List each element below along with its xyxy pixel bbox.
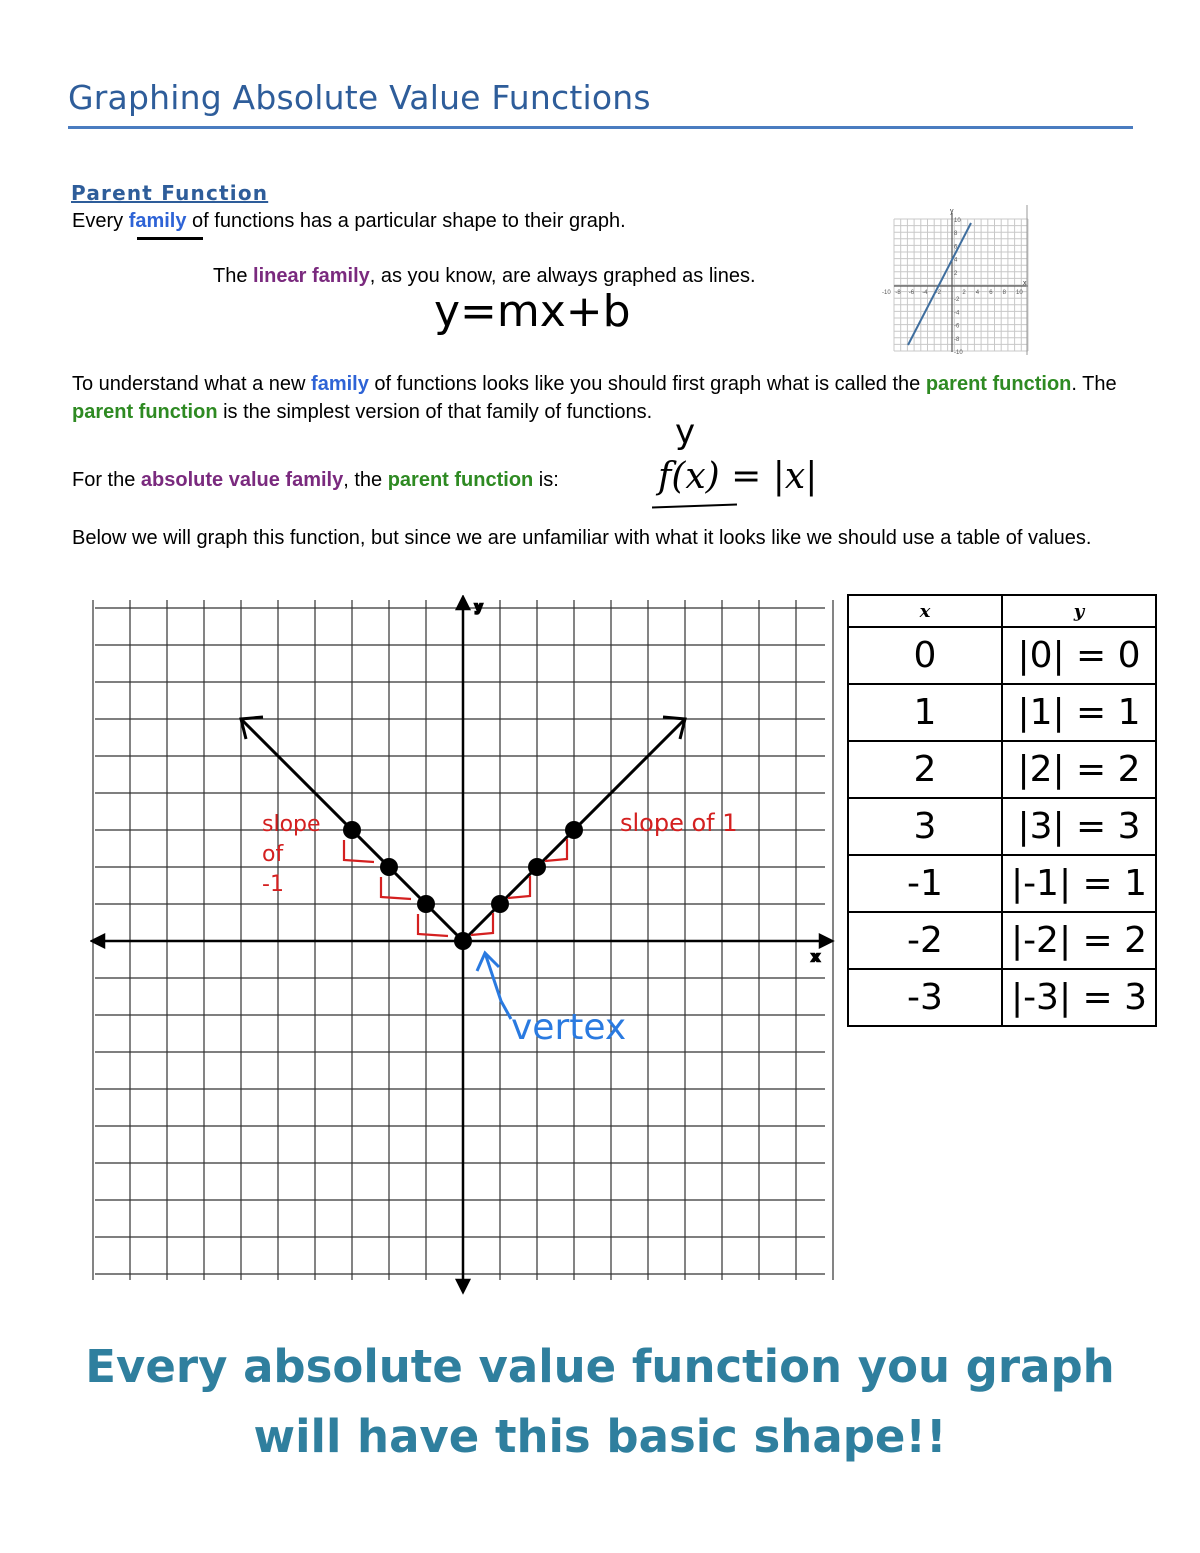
mini-y-tick: -10 — [954, 350, 963, 355]
slope-label-left: of — [262, 842, 284, 867]
paragraph-linear: The linear family, as you know, are always graphed as lines. — [213, 265, 756, 287]
table-cell: |1| = 1 — [1002, 684, 1156, 741]
table-row — [848, 684, 1156, 741]
data-point — [343, 821, 361, 839]
values-table — [847, 594, 1157, 1027]
title-rule — [68, 126, 1133, 129]
y-axis-arrow — [457, 597, 469, 609]
data-point — [565, 821, 583, 839]
mini-y-tick: 8 — [954, 231, 958, 238]
slope-label-left: -1 — [262, 872, 284, 897]
paragraph-table-intro: Below we will graph this function, but since we are unfamiliar with what it looks like we should use a table of values. — [72, 527, 1092, 549]
table-header-x: x — [848, 595, 1002, 627]
table-cell: 1 — [848, 684, 1002, 741]
paragraph-absolute: For the absolute value family, the parent function is: — [72, 469, 559, 491]
table-cell: |2| = 2 — [1002, 741, 1156, 798]
handwritten-y: y — [675, 412, 696, 452]
table-cell: |-1| = 1 — [1002, 855, 1156, 912]
mini-y-tick: 6 — [954, 244, 958, 251]
table-cell: -1 — [848, 855, 1002, 912]
table-cell: -2 — [848, 912, 1002, 969]
table-row — [848, 741, 1156, 798]
y-axis-arrow — [457, 1280, 469, 1292]
mini-y-tick: -6 — [954, 323, 960, 330]
slope-label-left: slope — [262, 812, 321, 837]
mini-y-tick: 10 — [954, 218, 961, 224]
linear-mini-graph — [882, 205, 1032, 355]
mini-x-tick: -10 — [882, 290, 891, 296]
hand-underline — [137, 237, 203, 240]
slope-arrow — [381, 877, 411, 899]
table-cell: |0| = 0 — [1002, 627, 1156, 684]
slope-label-right: slope of 1 — [620, 809, 738, 837]
mini-x-tick: 8 — [1002, 290, 1006, 296]
mini-x-tick: 2 — [962, 290, 966, 296]
mini-x-tick: 10 — [1016, 290, 1023, 296]
x-axis-arrow — [92, 935, 104, 947]
table-header-y: y — [1002, 595, 1156, 627]
mini-line — [908, 223, 971, 345]
table-cell: 0 — [848, 627, 1002, 684]
footer-line-1: Every absolute value function you graph — [85, 1340, 1115, 1393]
mini-ylabel: y — [950, 208, 954, 215]
mini-x-tick: -8 — [895, 290, 901, 296]
mini-x-tick: 6 — [989, 290, 993, 296]
mini-x-tick: -4 — [922, 290, 928, 296]
absolute-value-graph — [90, 595, 835, 1295]
table-row — [848, 627, 1156, 684]
parent-formula: f(x) = |x| — [658, 456, 818, 497]
table-row — [848, 912, 1156, 969]
vertex-label: vertex — [511, 1007, 627, 1048]
paragraph-parent: To understand what a new family of functions looks like you should first graph what is called the parent function. The parent function is the simplest version of that family of functions. — [72, 373, 1117, 423]
data-point — [528, 858, 546, 876]
hand-underline — [652, 504, 737, 509]
data-point — [380, 858, 398, 876]
x-axis-arrow — [820, 935, 832, 947]
table-cell: 3 — [848, 798, 1002, 855]
mini-xlabel: x — [1023, 280, 1027, 287]
table-cell: |3| = 3 — [1002, 798, 1156, 855]
mini-x-tick: -6 — [908, 290, 915, 296]
x-axis-label: x — [812, 949, 820, 964]
mini-x-tick: -2 — [935, 290, 941, 296]
slope-arrow — [418, 914, 448, 936]
mini-y-tick: -8 — [954, 336, 960, 343]
mini-y-tick: 4 — [954, 257, 958, 264]
table-row — [848, 855, 1156, 912]
y-axis-label: y — [475, 599, 483, 614]
data-point — [491, 895, 509, 913]
table-row — [848, 969, 1156, 1026]
table-row — [848, 798, 1156, 855]
mini-y-tick: -2 — [954, 297, 960, 304]
section-heading: Parent Function — [71, 181, 269, 205]
mini-y-tick: -4 — [954, 310, 960, 317]
data-point — [454, 932, 472, 950]
mini-y-tick: 2 — [954, 270, 958, 277]
data-point — [417, 895, 435, 913]
table-cell: |-3| = 3 — [1002, 969, 1156, 1026]
table-cell: -3 — [848, 969, 1002, 1026]
slope-arrow — [344, 840, 374, 862]
page-title: Graphing Absolute Value Functions — [68, 78, 651, 117]
mini-x-tick: 4 — [975, 290, 980, 296]
vertex-pointer — [485, 953, 511, 1019]
paragraph-family: Every family of functions has a particular shape to their graph. — [72, 210, 626, 232]
table-cell: |-2| = 2 — [1002, 912, 1156, 969]
table-cell: 2 — [848, 741, 1002, 798]
footer-line-2: will have this basic shape!! — [253, 1410, 947, 1463]
handwritten-equation: y=mx+b — [434, 286, 631, 337]
